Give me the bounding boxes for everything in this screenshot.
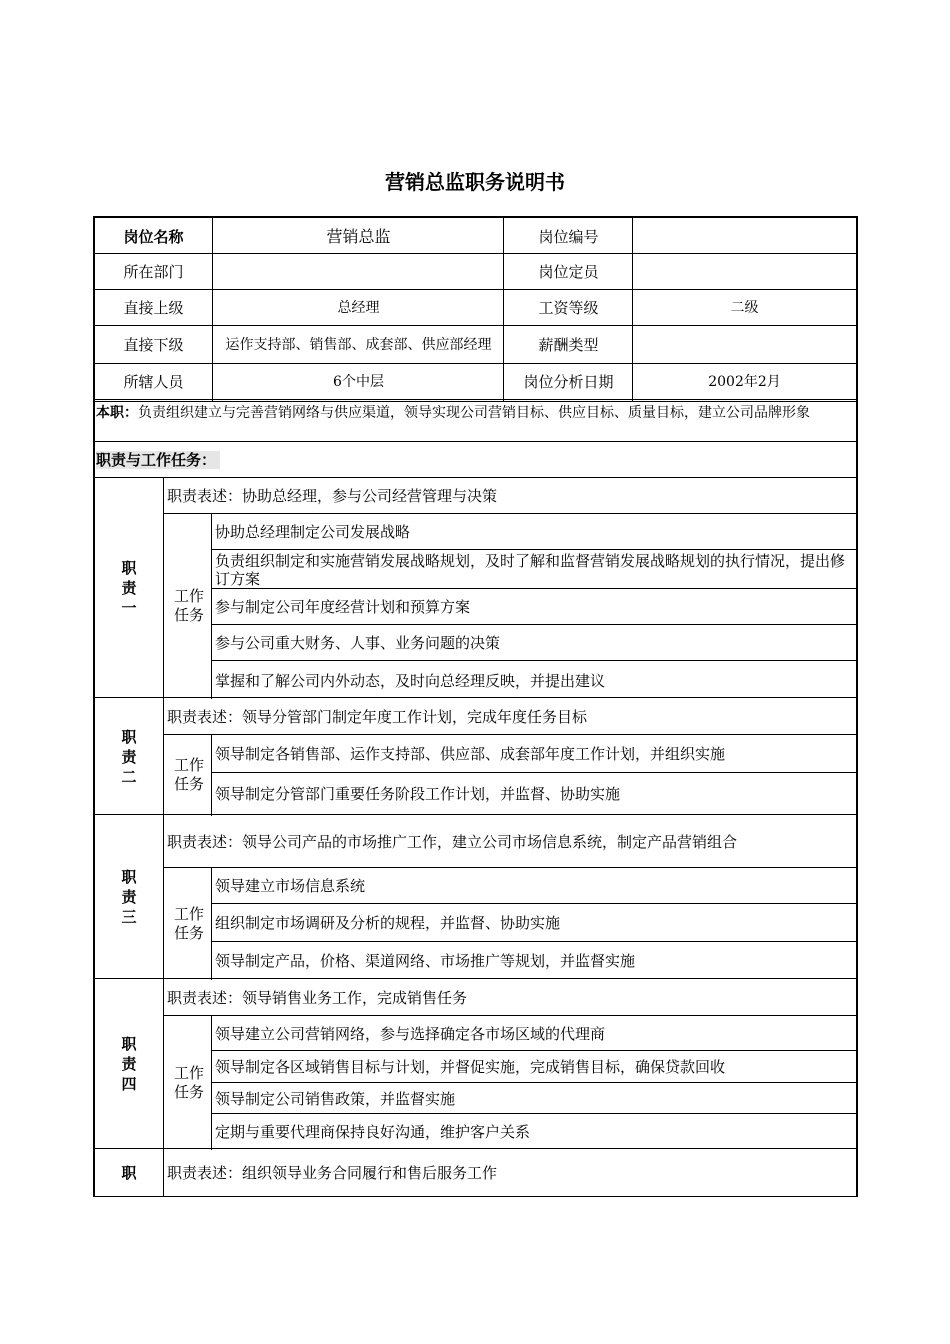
duty-3-statement: 职责表述：领导公司产品的市场推广工作，建立公司市场信息系统，制定产品营销组合: [167, 832, 738, 851]
value-pay-type: [633, 326, 856, 364]
duty-4-task-3: 领导制定公司销售政策，并监督实施: [215, 1089, 456, 1108]
value-direct-subordinates: 运作支持部、销售部、成套部、供应部经理: [225, 337, 492, 353]
duty-4-task-label: 工作任务: [173, 1063, 204, 1101]
duty-2-statement: 职责表述：领导分管部门制定年度工作计划，完成年度任务目标: [167, 707, 588, 726]
duty-4-task-4: 定期与重要代理商保持良好沟通，维护客户关系: [215, 1122, 531, 1141]
label-salary-grade: 工资等级: [538, 299, 599, 317]
duty-1-task-label: 工作任务: [173, 587, 204, 624]
value-analysis-date: 2002年2月: [708, 374, 781, 390]
duty-3-task-2: 组织制定市场调研及分析的规程，并监督、协助实施: [215, 914, 561, 932]
label-headcount: 岗位定员: [538, 263, 599, 281]
duty-2-task-label: 工作任务: [173, 756, 204, 793]
duty-1-task-4: 参与公司重大财务、人事、业务问题的决策: [215, 634, 501, 652]
value-position-code: [633, 219, 856, 254]
duty-5-statement: 职责表述：组织领导业务合同履行和售后服务工作: [167, 1164, 498, 1182]
duties-heading: [94, 442, 856, 477]
value-direct-superior: 总经理: [337, 300, 380, 316]
job-summary: [94, 403, 856, 441]
value-position-name: 营销总监: [326, 226, 391, 246]
duty-3-task-label: 工作任务: [173, 904, 204, 942]
duty-1-label: 职 责 一: [121, 559, 137, 617]
summary-label: 本职：: [96, 405, 138, 421]
duty-4-statement: 职责表述：领导销售业务工作，完成销售任务: [167, 988, 468, 1007]
document-title: 营销总监职务说明书: [385, 170, 565, 194]
label-pay-type: 薪酬类型: [538, 336, 599, 354]
duty-1-task-2: 负责组织制定和实施营销发展战略规划，及时了解和监督营销发展战略规划的执行情况，提出修订方案: [215, 552, 846, 588]
label-direct-superior: 直接上级: [123, 299, 184, 317]
duty-3-task-1: 领导建立市场信息系统: [215, 877, 366, 895]
duty-1-task-3: 参与制定公司年度经营计划和预算方案: [215, 598, 471, 616]
duty-2-label: 职 责 二: [121, 727, 137, 786]
duties-heading-text: 职责与工作任务：: [96, 451, 220, 469]
duty-1-task-5: 掌握和了解公司内外动态，及时向总经理反映，并提出建议: [215, 672, 606, 690]
duty-4-label: 职 责 四: [121, 1035, 137, 1093]
duty-1-statement: 职责表述：协助总经理，参与公司经营管理与决策: [167, 487, 498, 505]
duty-4-task-2: 领导制定各区域销售目标与计划，并督促实施，完成销售目标，确保贷款回收: [215, 1058, 726, 1076]
value-staff-under: 6个中层: [333, 374, 384, 390]
label-position-name: 岗位名称: [123, 227, 184, 246]
duty-1-task-1: 协助总经理制定公司发展战略: [215, 523, 411, 541]
label-position-code: 岗位编号: [538, 227, 599, 246]
duty-3-label: 职 责 三: [121, 868, 137, 926]
label-staff-under: 所辖人员: [123, 373, 184, 391]
value-department: [213, 254, 504, 290]
duty-5-label: 职: [121, 1164, 137, 1182]
duty-3-task-3: 领导制定产品，价格、渠道网络、市场推广等规划，并监督实施: [215, 951, 636, 970]
summary-text: 负责组织建立与完善营销网络与供应渠道，领导实现公司营销目标、供应目标、质量目标，建立公司品牌形象: [138, 405, 810, 421]
duty-2-task-2: 领导制定分管部门重要任务阶段工作计划，并监督、协助实施: [215, 785, 621, 803]
value-salary-grade: 二级: [730, 300, 759, 316]
duty-4-task-1: 领导建立公司营销网络，参与选择确定各市场区域的代理商: [215, 1024, 606, 1043]
label-direct-subordinates: 直接下级: [123, 336, 184, 354]
value-headcount: [633, 254, 856, 290]
label-analysis-date: 岗位分析日期: [523, 373, 614, 391]
label-department: 所在部门: [123, 263, 184, 281]
duty-2-task-1: 领导制定各销售部、运作支持部、供应部、成套部年度工作计划，并组织实施: [215, 745, 726, 763]
